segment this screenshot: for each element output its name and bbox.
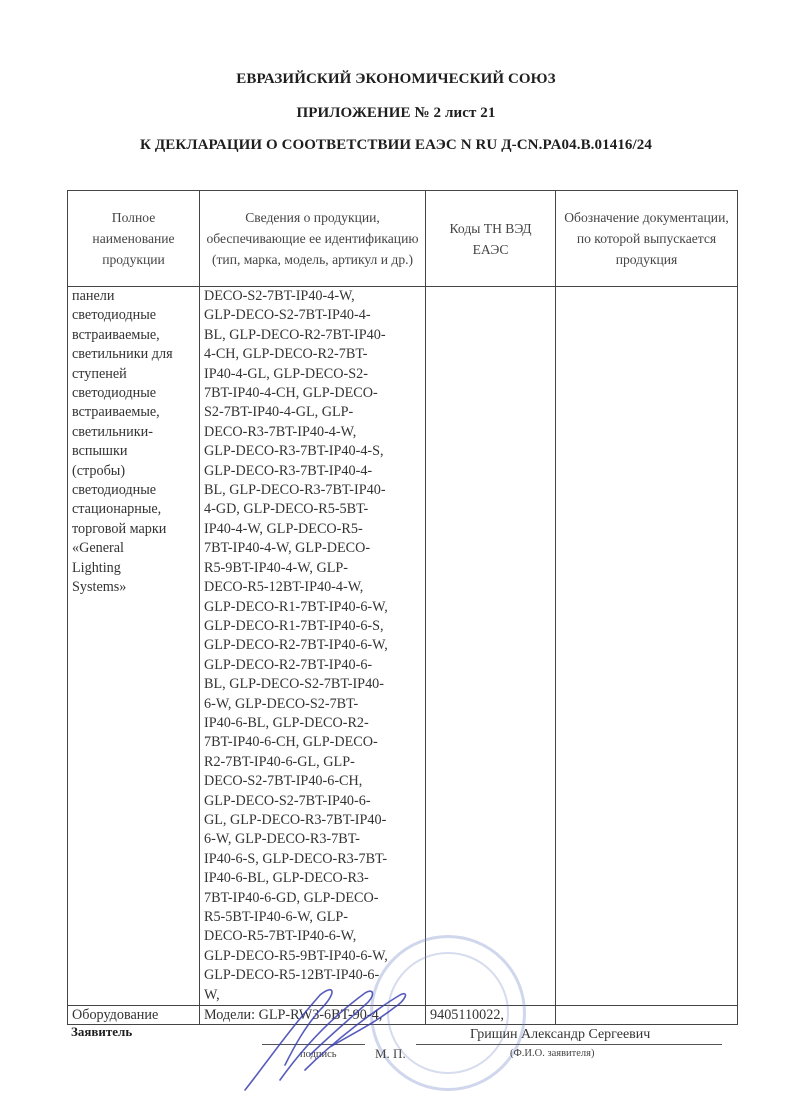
column-header-name: Полное наименование продукции bbox=[68, 191, 200, 287]
tnved-code-cell bbox=[426, 287, 556, 1006]
product-models-cell: Модели: GLP-RW3-6BT-90-4, bbox=[200, 1006, 426, 1025]
table-header-row bbox=[68, 191, 738, 287]
documentation-cell bbox=[556, 287, 738, 1006]
column-header-tnved-codes: Коды ТН ВЭД ЕАЭС bbox=[426, 191, 556, 287]
product-name-cell: Оборудование bbox=[68, 1006, 200, 1025]
appendix-title: ПРИЛОЖЕНИЕ № 2 лист 21 bbox=[296, 105, 496, 121]
product-name-cell: панели светодиодные встраиваемые, светильники для ступеней светодиодные встраиваемые, светильники- вспышки (стробы) светодиодные стационарные, торговой марки «General Lighting Systems» bbox=[68, 287, 200, 1006]
product-table bbox=[67, 190, 738, 1025]
declaration-title: К ДЕКЛАРАЦИИ О СООТВЕТСТВИИ ЕАЭС N RU Д-CN.PA04.B.01416/24 bbox=[140, 137, 652, 153]
seal-caption: М. П. bbox=[375, 1046, 406, 1061]
product-models-cell: DECO-S2-7BT-IP40-4-W, GLP-DECO-S2-7BT-IP40-4- BL, GLP-DECO-R2-7BT-IP40- 4-CH, GLP-DECO-R2-7BT- IP40-4-GL, GLP-DECO-S2- 7BT-IP40-4-CH, GLP-DECO- S2-7BT-IP40-4-GL, GLP- DECO-R3-7BT-IP40-4-W, GLP-DECO-R3-7BT-IP40-4-S, GLP-DECO-R3-7BT-IP40-4- BL, GLP-DECO-R3-7BT-IP40- 4-GD, GLP-DECO-R5-5BT- IP40-4-W, GLP-DECO-R5- 7BT-IP40-4-W, GLP-DECO- R5-9BT-IP40-4-W, GLP- DECO-R5-12BT-IP40-4-W, GLP-DECO-R1-7BT-IP40-6-W, GLP-DECO-R1-7BT-IP40-6-S, GLP-DECO-R2-7BT-IP40-6-W, GLP-DECO-R2-7BT-IP40-6- BL, GLP-DECO-S2-7BT-IP40- 6-W, GLP-DECO-S2-7BT- IP40-6-BL, GLP-DECO-R2- 7BT-IP40-6-CH, GLP-DECO- R2-7BT-IP40-6-GL, GLP- DECO-S2-7BT-IP40-6-CH, GLP-DECO-S2-7BT-IP40-6- GL, GLP-DECO-R3-7BT-IP40- 6-W, GLP-DECO-R3-7BT- IP40-6-S, GLP-DECO-R3-7BT- IP40-6-BL, GLP-DECO-R3- 7BT-IP40-6-GD, GLP-DECO- R5-5BT-IP40-6-W, GLP- DECO-R5-7BT-IP40-6-W, GLP-DECO-R5-9BT-IP40-6-W, GLP-DECO-R5-12BT-IP40-6- W, bbox=[200, 287, 426, 1006]
tnved-code-cell: 9405110022, bbox=[426, 1006, 556, 1025]
full-name-caption: (Ф.И.О. заявителя) bbox=[510, 1048, 595, 1059]
handwritten-signature bbox=[225, 985, 445, 1095]
applicant-full-name: Гришин Александр Сергеевич bbox=[470, 1027, 651, 1042]
documentation-cell bbox=[556, 1006, 738, 1025]
applicant-label: Заявитель bbox=[71, 1024, 133, 1039]
signature-stroke bbox=[245, 990, 405, 1090]
signature-caption: подпись bbox=[300, 1049, 337, 1060]
table-row bbox=[68, 287, 738, 1006]
column-header-documentation: Обозначение документации, по которой выпускается продукция bbox=[556, 191, 738, 287]
union-title: ЕВРАЗИЙСКИЙ ЭКОНОМИЧЕСКИЙ СОЮЗ bbox=[236, 71, 556, 87]
name-line bbox=[416, 1044, 722, 1045]
column-header-identification: Сведения о продукции, обеспечивающие ее идентификацию (тип, марка, модель, артикул и др.) bbox=[200, 191, 426, 287]
